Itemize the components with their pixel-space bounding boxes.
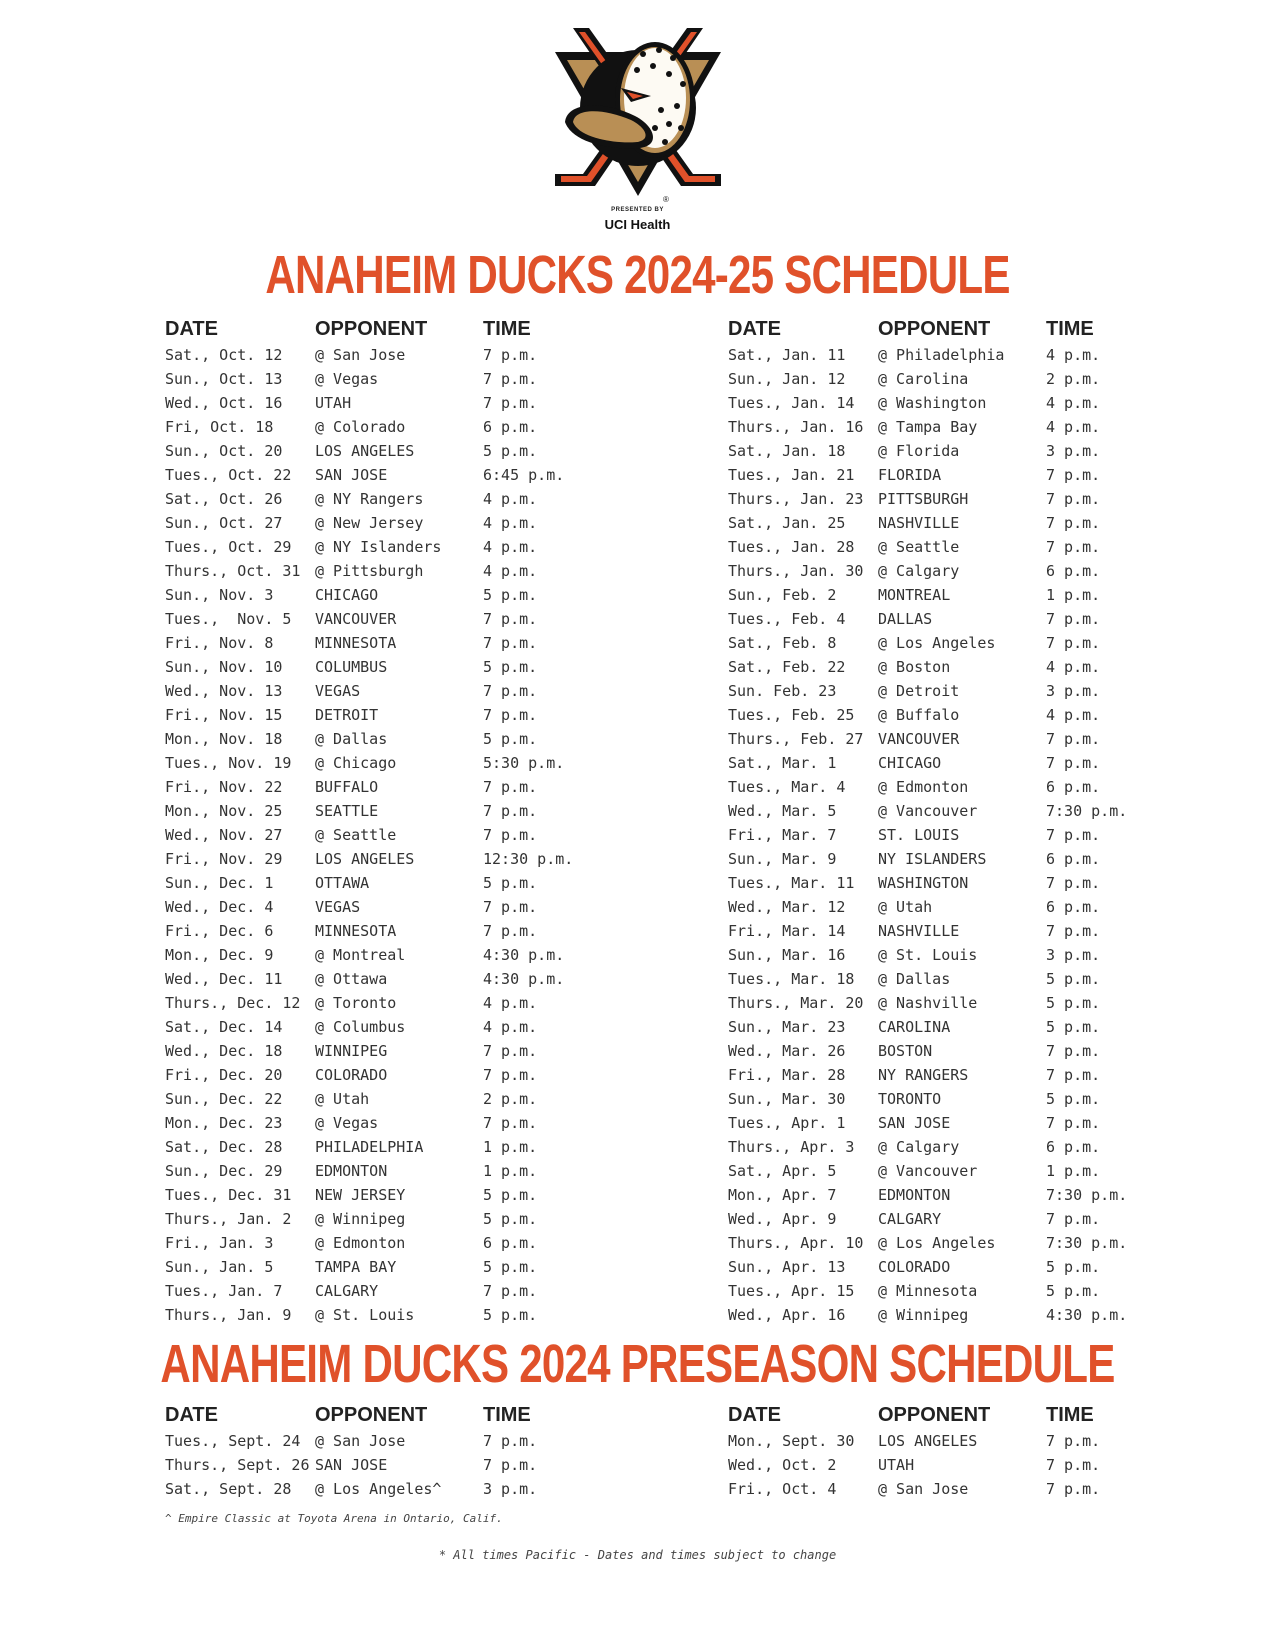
game-opponent: @ Colorado bbox=[315, 418, 406, 436]
game-opponent: PITTSBURGH bbox=[878, 490, 969, 508]
game-date: Thurs., Jan. 16 bbox=[728, 418, 864, 436]
game-opponent: LOS ANGELES bbox=[315, 850, 415, 868]
game-opponent: @ Calgary bbox=[878, 562, 960, 580]
game-time: 4 p.m. bbox=[483, 514, 538, 532]
header-time: TIME bbox=[483, 318, 531, 340]
game-time: 4 p.m. bbox=[483, 538, 538, 556]
game-opponent: COLUMBUS bbox=[315, 658, 388, 676]
game-date: Thurs., Dec. 12 bbox=[165, 994, 301, 1012]
game-time: 1 p.m. bbox=[483, 1138, 538, 1156]
game-opponent: CHICAGO bbox=[315, 586, 379, 604]
game-date: Wed., Dec. 11 bbox=[165, 970, 283, 988]
game-date: Tues., Jan. 21 bbox=[728, 466, 855, 484]
header-opponent: OPPONENT bbox=[315, 1404, 428, 1426]
game-date: Mon., Apr. 7 bbox=[728, 1186, 837, 1204]
preseason-footnote: ^ Empire Classic at Toyota Arena in Ontario, Calif. bbox=[165, 1512, 503, 1525]
game-date: Sun. Feb. 23 bbox=[728, 682, 837, 700]
game-date: Thurs., Jan. 9 bbox=[165, 1306, 292, 1324]
game-time: 6 p.m. bbox=[1046, 898, 1101, 916]
game-opponent: @ Nashville bbox=[878, 994, 978, 1012]
game-time: 1 p.m. bbox=[483, 1162, 538, 1180]
game-time: 5 p.m. bbox=[1046, 1018, 1101, 1036]
game-opponent: MINNESOTA bbox=[315, 922, 397, 940]
game-date: Sat., Apr. 5 bbox=[728, 1162, 837, 1180]
game-time: 7 p.m. bbox=[1046, 1432, 1101, 1450]
game-opponent: @ Vegas bbox=[315, 1114, 379, 1132]
game-time: 7 p.m. bbox=[483, 370, 538, 388]
game-date: Wed., Nov. 27 bbox=[165, 826, 283, 844]
game-date: Fri., Nov. 29 bbox=[165, 850, 283, 868]
game-date: Fri., Mar. 14 bbox=[728, 922, 846, 940]
game-date: Thurs., Jan. 23 bbox=[728, 490, 864, 508]
game-date: Wed., Apr. 9 bbox=[728, 1210, 837, 1228]
game-opponent: PHILADELPHIA bbox=[315, 1138, 424, 1156]
game-date: Fri., Mar. 7 bbox=[728, 826, 837, 844]
game-date: Mon., Sept. 30 bbox=[728, 1432, 855, 1450]
game-date: Thurs., Sept. 26 bbox=[165, 1456, 310, 1474]
game-time: 6 p.m. bbox=[1046, 850, 1101, 868]
game-opponent: @ San Jose bbox=[315, 1432, 406, 1450]
game-date: Sun., Mar. 9 bbox=[728, 850, 837, 868]
game-date: Tues., Mar. 4 bbox=[728, 778, 846, 796]
game-time: 4:30 p.m. bbox=[483, 970, 565, 988]
game-opponent: CALGARY bbox=[315, 1282, 379, 1300]
game-opponent: DALLAS bbox=[878, 610, 933, 628]
game-opponent: @ Winnipeg bbox=[878, 1306, 969, 1324]
game-opponent: @ Seattle bbox=[315, 826, 397, 844]
game-opponent: @ Toronto bbox=[315, 994, 397, 1012]
game-time: 7 p.m. bbox=[1046, 730, 1101, 748]
game-date: Tues., Nov. 5 bbox=[165, 610, 292, 628]
game-opponent: @ Winnipeg bbox=[315, 1210, 406, 1228]
game-time: 6 p.m. bbox=[1046, 562, 1101, 580]
game-time: 5 p.m. bbox=[483, 1210, 538, 1228]
game-date: Sun., Feb. 2 bbox=[728, 586, 837, 604]
game-date: Thurs., Jan. 30 bbox=[728, 562, 864, 580]
game-date: Sun., Oct. 20 bbox=[165, 442, 283, 460]
game-opponent: @ NY Islanders bbox=[315, 538, 442, 556]
game-opponent: @ Edmonton bbox=[878, 778, 969, 796]
game-date: Tues., Nov. 19 bbox=[165, 754, 292, 772]
sponsor-name: UCI Health bbox=[604, 217, 671, 232]
game-opponent: @ San Jose bbox=[315, 346, 406, 364]
game-opponent: @ Montreal bbox=[315, 946, 406, 964]
game-date: Sun., Mar. 23 bbox=[728, 1018, 846, 1036]
game-opponent: NEW JERSEY bbox=[315, 1186, 406, 1204]
game-opponent: TAMPA BAY bbox=[315, 1258, 397, 1276]
game-time: 5 p.m. bbox=[1046, 1090, 1101, 1108]
game-opponent: CAROLINA bbox=[878, 1018, 951, 1036]
game-date: Sun., Dec. 1 bbox=[165, 874, 274, 892]
game-date: Tues., Dec. 31 bbox=[165, 1186, 292, 1204]
game-date: Wed., Apr. 16 bbox=[728, 1306, 846, 1324]
game-opponent: @ Columbus bbox=[315, 1018, 406, 1036]
game-opponent: NASHVILLE bbox=[878, 922, 960, 940]
game-opponent: @ Pittsburgh bbox=[315, 562, 424, 580]
game-date: Tues., Mar. 11 bbox=[728, 874, 855, 892]
game-date: Wed., Dec. 4 bbox=[165, 898, 274, 916]
game-time: 4 p.m. bbox=[483, 562, 538, 580]
game-opponent: BOSTON bbox=[878, 1042, 933, 1060]
game-date: Sun., Mar. 30 bbox=[728, 1090, 846, 1108]
preseason-title: ANAHEIM DUCKS 2024 PRESEASON SCHEDULE bbox=[160, 1334, 1115, 1394]
game-time: 7 p.m. bbox=[1046, 514, 1101, 532]
game-date: Mon., Dec. 23 bbox=[165, 1114, 283, 1132]
game-opponent: DETROIT bbox=[315, 706, 379, 724]
game-opponent: @ Washington bbox=[878, 394, 987, 412]
game-opponent: NASHVILLE bbox=[878, 514, 960, 532]
game-date: Fri, Oct. 18 bbox=[165, 418, 274, 436]
game-date: Wed., Mar. 26 bbox=[728, 1042, 846, 1060]
game-time: 6 p.m. bbox=[1046, 1138, 1101, 1156]
game-opponent: LOS ANGELES bbox=[878, 1432, 978, 1450]
game-time: 5 p.m. bbox=[483, 1306, 538, 1324]
game-date: Fri., Oct. 4 bbox=[728, 1480, 837, 1498]
game-time: 1 p.m. bbox=[1046, 1162, 1101, 1180]
game-time: 7 p.m. bbox=[1046, 754, 1101, 772]
game-time: 7 p.m. bbox=[483, 346, 538, 364]
game-date: Wed., Nov. 13 bbox=[165, 682, 283, 700]
game-time: 6:45 p.m. bbox=[483, 466, 565, 484]
game-opponent: SEATTLE bbox=[315, 802, 379, 820]
game-opponent: BUFFALO bbox=[315, 778, 379, 796]
game-opponent: TORONTO bbox=[878, 1090, 942, 1108]
game-time: 5 p.m. bbox=[1046, 1258, 1101, 1276]
game-opponent: @ Buffalo bbox=[878, 706, 960, 724]
header-date: DATE bbox=[165, 318, 218, 340]
game-opponent: @ St. Louis bbox=[315, 1306, 415, 1324]
game-opponent: @ NY Rangers bbox=[315, 490, 424, 508]
game-date: Sun., Apr. 13 bbox=[728, 1258, 846, 1276]
svg-text:®: ® bbox=[662, 195, 669, 204]
header-opponent: OPPONENT bbox=[315, 318, 428, 340]
game-date: Wed., Mar. 12 bbox=[728, 898, 846, 916]
game-time: 12:30 p.m. bbox=[483, 850, 574, 868]
game-date: Sat., Dec. 14 bbox=[165, 1018, 283, 1036]
presented-by-label: PRESENTED BY bbox=[611, 207, 664, 213]
game-date: Thurs., Mar. 20 bbox=[728, 994, 864, 1012]
game-time: 7 p.m. bbox=[483, 922, 538, 940]
game-time: 5 p.m. bbox=[483, 1186, 538, 1204]
game-opponent: CHICAGO bbox=[878, 754, 942, 772]
game-time: 4 p.m. bbox=[1046, 706, 1101, 724]
game-opponent: WINNIPEG bbox=[315, 1042, 388, 1060]
game-date: Sat., Oct. 12 bbox=[165, 346, 283, 364]
game-date: Tues., Jan. 7 bbox=[165, 1282, 283, 1300]
game-opponent: @ Carolina bbox=[878, 370, 969, 388]
game-opponent: @ Edmonton bbox=[315, 1234, 406, 1252]
game-time: 1 p.m. bbox=[1046, 586, 1101, 604]
game-date: Sat., Jan. 18 bbox=[728, 442, 846, 460]
game-date: Sun., Dec. 22 bbox=[165, 1090, 283, 1108]
team-logo-container bbox=[0, 24, 1275, 204]
game-time: 5 p.m. bbox=[483, 586, 538, 604]
game-time: 7 p.m. bbox=[483, 778, 538, 796]
game-time: 7 p.m. bbox=[1046, 826, 1101, 844]
game-opponent: @ Los Angeles bbox=[878, 1234, 996, 1252]
game-time: 7 p.m. bbox=[483, 682, 538, 700]
game-date: Tues., Feb. 4 bbox=[728, 610, 846, 628]
game-time: 7 p.m. bbox=[483, 634, 538, 652]
game-opponent: @ Dallas bbox=[315, 730, 388, 748]
game-opponent: @ Ottawa bbox=[315, 970, 388, 988]
game-time: 7 p.m. bbox=[483, 1282, 538, 1300]
game-opponent: LOS ANGELES bbox=[315, 442, 415, 460]
game-time: 7:30 p.m. bbox=[1046, 1234, 1128, 1252]
game-opponent: VANCOUVER bbox=[315, 610, 397, 628]
game-date: Wed., Mar. 5 bbox=[728, 802, 837, 820]
game-date: Sun., Nov. 3 bbox=[165, 586, 274, 604]
header-date: DATE bbox=[728, 318, 781, 340]
game-time: 2 p.m. bbox=[483, 1090, 538, 1108]
game-time: 4 p.m. bbox=[483, 490, 538, 508]
game-time: 7 p.m. bbox=[1046, 1210, 1101, 1228]
game-opponent: @ Dallas bbox=[878, 970, 951, 988]
game-date: Sun., Mar. 16 bbox=[728, 946, 846, 964]
game-date: Thurs., Oct. 31 bbox=[165, 562, 301, 580]
game-opponent: @ Calgary bbox=[878, 1138, 960, 1156]
game-date: Sat., Dec. 28 bbox=[165, 1138, 283, 1156]
game-date: Fri., Mar. 28 bbox=[728, 1066, 846, 1084]
game-opponent: FLORIDA bbox=[878, 466, 942, 484]
game-date: Sat., Jan. 11 bbox=[728, 346, 846, 364]
header-time: TIME bbox=[1046, 318, 1094, 340]
game-time: 2 p.m. bbox=[1046, 370, 1101, 388]
game-time: 7 p.m. bbox=[1046, 466, 1101, 484]
game-time: 7 p.m. bbox=[1046, 1456, 1101, 1474]
game-opponent: SAN JOSE bbox=[315, 1456, 388, 1474]
game-time: 7 p.m. bbox=[483, 1042, 538, 1060]
regular-season-title: ANAHEIM DUCKS 2024-25 SCHEDULE bbox=[265, 245, 1010, 305]
game-time: 4 p.m. bbox=[1046, 418, 1101, 436]
game-time: 5 p.m. bbox=[1046, 970, 1101, 988]
header-opponent: OPPONENT bbox=[878, 1404, 991, 1426]
game-date: Thurs., Apr. 3 bbox=[728, 1138, 855, 1156]
game-time: 7 p.m. bbox=[1046, 610, 1101, 628]
game-opponent: SAN JOSE bbox=[878, 1114, 951, 1132]
game-time: 5 p.m. bbox=[1046, 994, 1101, 1012]
ducks-logo-icon bbox=[543, 24, 733, 204]
game-time: 7 p.m. bbox=[483, 706, 538, 724]
game-opponent: @ Seattle bbox=[878, 538, 960, 556]
game-opponent: NY RANGERS bbox=[878, 1066, 969, 1084]
game-time: 7 p.m. bbox=[1046, 634, 1101, 652]
game-date: Thurs., Feb. 27 bbox=[728, 730, 864, 748]
game-date: Mon., Nov. 25 bbox=[165, 802, 283, 820]
game-opponent: UTAH bbox=[315, 394, 352, 412]
game-time: 7 p.m. bbox=[1046, 1042, 1101, 1060]
game-date: Tues., Feb. 25 bbox=[728, 706, 855, 724]
game-time: 4 p.m. bbox=[483, 1018, 538, 1036]
game-date: Fri., Dec. 6 bbox=[165, 922, 274, 940]
game-opponent: @ Los Angeles^ bbox=[315, 1480, 442, 1498]
game-time: 5 p.m. bbox=[483, 442, 538, 460]
header-time: TIME bbox=[1046, 1404, 1094, 1426]
game-opponent: WASHINGTON bbox=[878, 874, 969, 892]
game-time: 5 p.m. bbox=[483, 658, 538, 676]
game-time: 7 p.m. bbox=[483, 1114, 538, 1132]
game-time: 7:30 p.m. bbox=[1046, 1186, 1128, 1204]
times-disclaimer: * All times Pacific - Dates and times subject to change bbox=[438, 1548, 837, 1562]
game-time: 4:30 p.m. bbox=[1046, 1306, 1128, 1324]
game-date: Sun., Dec. 29 bbox=[165, 1162, 283, 1180]
game-date: Sat., Sept. 28 bbox=[165, 1480, 292, 1498]
game-date: Sun., Nov. 10 bbox=[165, 658, 283, 676]
game-time: 5 p.m. bbox=[483, 730, 538, 748]
game-time: 6 p.m. bbox=[483, 418, 538, 436]
game-time: 5 p.m. bbox=[483, 874, 538, 892]
game-time: 3 p.m. bbox=[1046, 442, 1101, 460]
game-opponent: COLORADO bbox=[878, 1258, 951, 1276]
game-time: 7 p.m. bbox=[1046, 1114, 1101, 1132]
game-time: 7 p.m. bbox=[1046, 1066, 1101, 1084]
game-time: 7 p.m. bbox=[483, 394, 538, 412]
game-date: Tues., Apr. 1 bbox=[728, 1114, 846, 1132]
header-date: DATE bbox=[165, 1404, 218, 1426]
game-opponent: VEGAS bbox=[315, 682, 361, 700]
game-time: 6 p.m. bbox=[1046, 778, 1101, 796]
game-date: Sat., Jan. 25 bbox=[728, 514, 846, 532]
game-opponent: @ Philadelphia bbox=[878, 346, 1005, 364]
game-date: Mon., Nov. 18 bbox=[165, 730, 283, 748]
game-time: 7 p.m. bbox=[483, 1066, 538, 1084]
game-date: Thurs., Apr. 10 bbox=[728, 1234, 864, 1252]
game-time: 4 p.m. bbox=[1046, 394, 1101, 412]
game-opponent: @ Vancouver bbox=[878, 1162, 978, 1180]
header-date: DATE bbox=[728, 1404, 781, 1426]
game-time: 7:30 p.m. bbox=[1046, 802, 1128, 820]
game-date: Fri., Dec. 20 bbox=[165, 1066, 283, 1084]
game-time: 7 p.m. bbox=[1046, 490, 1101, 508]
game-opponent: @ Minnesota bbox=[878, 1282, 978, 1300]
game-time: 4 p.m. bbox=[483, 994, 538, 1012]
game-time: 5 p.m. bbox=[483, 1258, 538, 1276]
game-opponent: VANCOUVER bbox=[878, 730, 960, 748]
header-time: TIME bbox=[483, 1404, 531, 1426]
game-date: Tues., Mar. 18 bbox=[728, 970, 855, 988]
game-time: 3 p.m. bbox=[1046, 946, 1101, 964]
game-date: Sat., Feb. 22 bbox=[728, 658, 846, 676]
game-time: 7 p.m. bbox=[1046, 922, 1101, 940]
game-opponent: @ Florida bbox=[878, 442, 960, 460]
game-opponent: ST. LOUIS bbox=[878, 826, 960, 844]
game-time: 4 p.m. bbox=[1046, 658, 1101, 676]
game-date: Fri., Nov. 15 bbox=[165, 706, 283, 724]
game-time: 7 p.m. bbox=[1046, 1480, 1101, 1498]
game-date: Wed., Dec. 18 bbox=[165, 1042, 283, 1060]
game-date: Fri., Jan. 3 bbox=[165, 1234, 274, 1252]
game-time: 5 p.m. bbox=[1046, 1282, 1101, 1300]
game-date: Wed., Oct. 16 bbox=[165, 394, 283, 412]
game-date: Tues., Apr. 15 bbox=[728, 1282, 855, 1300]
game-time: 4:30 p.m. bbox=[483, 946, 565, 964]
game-opponent: EDMONTON bbox=[878, 1186, 951, 1204]
game-date: Tues., Sept. 24 bbox=[165, 1432, 301, 1450]
game-opponent: @ Chicago bbox=[315, 754, 397, 772]
header-opponent: OPPONENT bbox=[878, 318, 991, 340]
game-time: 7 p.m. bbox=[483, 1432, 538, 1450]
game-opponent: @ Detroit bbox=[878, 682, 960, 700]
game-opponent: UTAH bbox=[878, 1456, 915, 1474]
game-time: 3 p.m. bbox=[483, 1480, 538, 1498]
game-opponent: EDMONTON bbox=[315, 1162, 388, 1180]
game-time: 7 p.m. bbox=[483, 898, 538, 916]
game-opponent: COLORADO bbox=[315, 1066, 388, 1084]
game-time: 7 p.m. bbox=[483, 802, 538, 820]
game-opponent: OTTAWA bbox=[315, 874, 370, 892]
game-opponent: MONTREAL bbox=[878, 586, 951, 604]
game-time: 7 p.m. bbox=[1046, 538, 1101, 556]
game-time: 6 p.m. bbox=[483, 1234, 538, 1252]
game-opponent: @ New Jersey bbox=[315, 514, 424, 532]
game-date: Mon., Dec. 9 bbox=[165, 946, 274, 964]
game-date: Sat., Mar. 1 bbox=[728, 754, 837, 772]
game-date: Tues., Oct. 29 bbox=[165, 538, 292, 556]
game-opponent: @ San Jose bbox=[878, 1480, 969, 1498]
game-date: Sun., Jan. 12 bbox=[728, 370, 846, 388]
game-opponent: @ Los Angeles bbox=[878, 634, 996, 652]
game-date: Tues., Oct. 22 bbox=[165, 466, 292, 484]
game-date: Thurs., Jan. 2 bbox=[165, 1210, 292, 1228]
game-opponent: MINNESOTA bbox=[315, 634, 397, 652]
game-opponent: @ Vancouver bbox=[878, 802, 978, 820]
game-time: 7 p.m. bbox=[483, 1456, 538, 1474]
game-time: 5:30 p.m. bbox=[483, 754, 565, 772]
game-time: 7 p.m. bbox=[483, 826, 538, 844]
game-opponent: @ Utah bbox=[878, 898, 933, 916]
game-date: Sun., Oct. 27 bbox=[165, 514, 283, 532]
game-opponent: @ Boston bbox=[878, 658, 951, 676]
game-date: Sun., Oct. 13 bbox=[165, 370, 283, 388]
game-date: Sun., Jan. 5 bbox=[165, 1258, 274, 1276]
game-time: 3 p.m. bbox=[1046, 682, 1101, 700]
game-opponent: @ Utah bbox=[315, 1090, 370, 1108]
game-opponent: @ Tampa Bay bbox=[878, 418, 978, 436]
game-opponent: SAN JOSE bbox=[315, 466, 388, 484]
game-opponent: @ Vegas bbox=[315, 370, 379, 388]
game-time: 4 p.m. bbox=[1046, 346, 1101, 364]
game-date: Tues., Jan. 28 bbox=[728, 538, 855, 556]
game-opponent: CALGARY bbox=[878, 1210, 942, 1228]
game-opponent: @ St. Louis bbox=[878, 946, 978, 964]
game-time: 7 p.m. bbox=[1046, 874, 1101, 892]
game-date: Wed., Oct. 2 bbox=[728, 1456, 837, 1474]
game-time: 7 p.m. bbox=[483, 610, 538, 628]
game-opponent: VEGAS bbox=[315, 898, 361, 916]
game-date: Sat., Oct. 26 bbox=[165, 490, 283, 508]
game-date: Sat., Feb. 8 bbox=[728, 634, 837, 652]
game-date: Fri., Nov. 22 bbox=[165, 778, 283, 796]
game-opponent: NY ISLANDERS bbox=[878, 850, 987, 868]
game-date: Fri., Nov. 8 bbox=[165, 634, 274, 652]
game-date: Tues., Jan. 14 bbox=[728, 394, 855, 412]
